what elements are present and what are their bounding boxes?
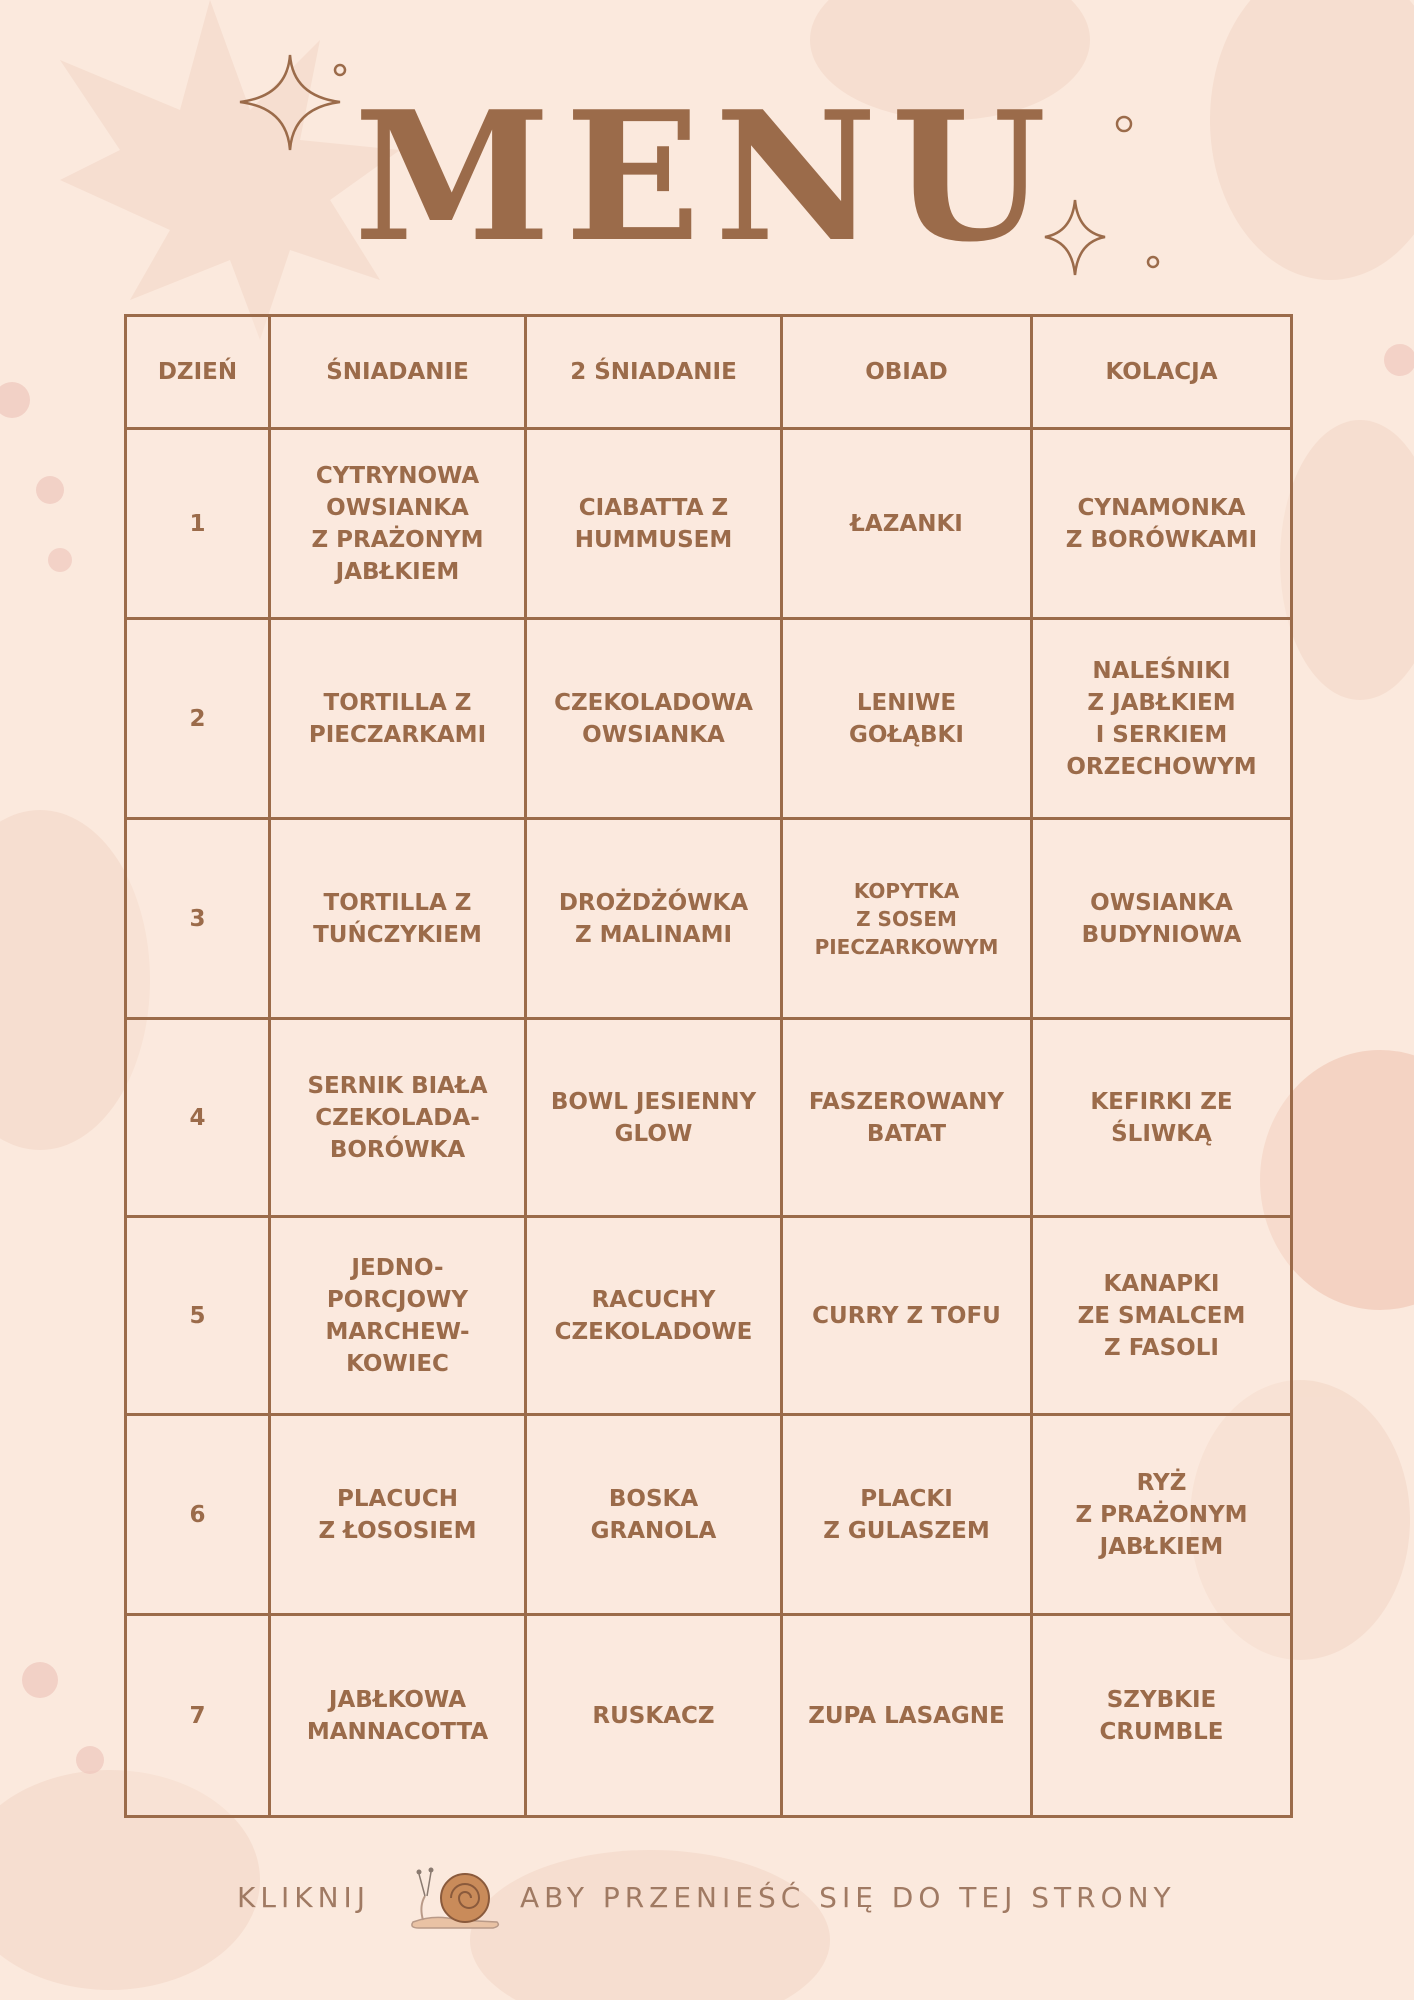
menu-table — [124, 314, 1293, 1818]
leaf-shape — [470, 1850, 830, 2000]
breakfast-cell: CYTRYNOWA OWSIANKA Z PRAŻONYM JABŁKIEM — [270, 429, 526, 619]
day-number: 7 — [126, 1615, 270, 1817]
berry-shape — [48, 548, 72, 572]
leaf-shape — [1280, 420, 1414, 700]
sparkle-icon — [240, 55, 340, 150]
header-lunch: OBIAD — [782, 316, 1032, 429]
day-number: 4 — [126, 1019, 270, 1217]
table-row — [126, 1615, 1292, 1817]
table-header-row — [126, 316, 1292, 429]
menu-title: MENU — [353, 72, 1061, 281]
sparkle-decorations — [0, 0, 1414, 300]
lunch-cell: ZUPA LASAGNE — [782, 1615, 1032, 1817]
day-number: 1 — [126, 429, 270, 619]
day-number: 6 — [126, 1415, 270, 1615]
berry-shape — [76, 1746, 104, 1774]
berry-shape — [22, 1662, 58, 1698]
table-row — [126, 1217, 1292, 1415]
day-number: 5 — [126, 1217, 270, 1415]
berry-shape — [36, 476, 64, 504]
second-breakfast-cell: CIABATTA Z HUMMUSEM — [526, 429, 782, 619]
second-breakfast-cell: CZEKOLADOWA OWSIANKA — [526, 619, 782, 819]
dot-icon — [1117, 117, 1131, 131]
dinner-cell: SZYBKIE CRUMBLE — [1032, 1615, 1292, 1817]
lunch-cell: KOPYTKA Z SOSEM PIECZARKOWYM — [782, 819, 1032, 1019]
second-breakfast-cell: BOWL JESIENNY GLOW — [526, 1019, 782, 1217]
header-dinner: KOLACJA — [1032, 316, 1292, 429]
breakfast-cell: JABŁKOWA MANNACOTTA — [270, 1615, 526, 1817]
day-number: 2 — [126, 619, 270, 819]
dinner-cell: KEFIRKI ZE ŚLIWKĄ — [1032, 1019, 1292, 1217]
dinner-cell: RYŻ Z PRAŻONYM JABŁKIEM — [1032, 1415, 1292, 1615]
table-row — [126, 1019, 1292, 1217]
header-breakfast: ŚNIADANIE — [270, 316, 526, 429]
sparkle-icon — [1045, 200, 1105, 275]
second-breakfast-cell: BOSKA GRANOLA — [526, 1415, 782, 1615]
day-number: 3 — [126, 819, 270, 1019]
dot-icon — [335, 65, 345, 75]
table-row — [126, 429, 1292, 619]
table-row — [126, 1415, 1292, 1615]
lunch-cell: CURRY Z TOFU — [782, 1217, 1032, 1415]
footer-click-text: KLIKNIJ — [237, 1881, 371, 1914]
lunch-cell: FASZEROWANY BATAT — [782, 1019, 1032, 1217]
breakfast-cell: PLACUCH Z ŁOSOSIEM — [270, 1415, 526, 1615]
dot-icon — [1148, 257, 1158, 267]
table-row — [126, 819, 1292, 1019]
dinner-cell: NALEŚNIKI Z JABŁKIEM I SERKIEM ORZECHOWYM — [1032, 619, 1292, 819]
dinner-cell: CYNAMONKA Z BORÓWKAMI — [1032, 429, 1292, 619]
header-second-breakfast: 2 ŚNIADANIE — [526, 316, 782, 429]
berry-shape — [0, 382, 30, 418]
header-day: DZIEŃ — [126, 316, 270, 429]
footer-navigate-text: ABY PRZENIEŚĆ SIĘ DO TEJ STRONY — [520, 1881, 1176, 1914]
dinner-cell: OWSIANKA BUDYNIOWA — [1032, 819, 1292, 1019]
berry-shape — [1384, 344, 1414, 376]
breakfast-cell: SERNIK BIAŁA CZEKOLADA- BORÓWKA — [270, 1019, 526, 1217]
second-breakfast-cell: RUSKACZ — [526, 1615, 782, 1817]
second-breakfast-cell: DROŻDŻÓWKA Z MALINAMI — [526, 819, 782, 1019]
lunch-cell: LENIWE GOŁĄBKI — [782, 619, 1032, 819]
lunch-cell: ŁAZANKI — [782, 429, 1032, 619]
breakfast-cell: TORTILLA Z TUŃCZYKIEM — [270, 819, 526, 1019]
lunch-cell: PLACKI Z GULASZEM — [782, 1415, 1032, 1615]
breakfast-cell: JEDNO- PORCJOWY MARCHEW- KOWIEC — [270, 1217, 526, 1415]
breakfast-cell: TORTILLA Z PIECZARKAMI — [270, 619, 526, 819]
second-breakfast-cell: RACUCHY CZEKOLADOWE — [526, 1217, 782, 1415]
snail-icon[interactable] — [405, 1856, 505, 1936]
dinner-cell: KANAPKI ZE SMALCEM Z FASOLI — [1032, 1217, 1292, 1415]
table-row — [126, 619, 1292, 819]
